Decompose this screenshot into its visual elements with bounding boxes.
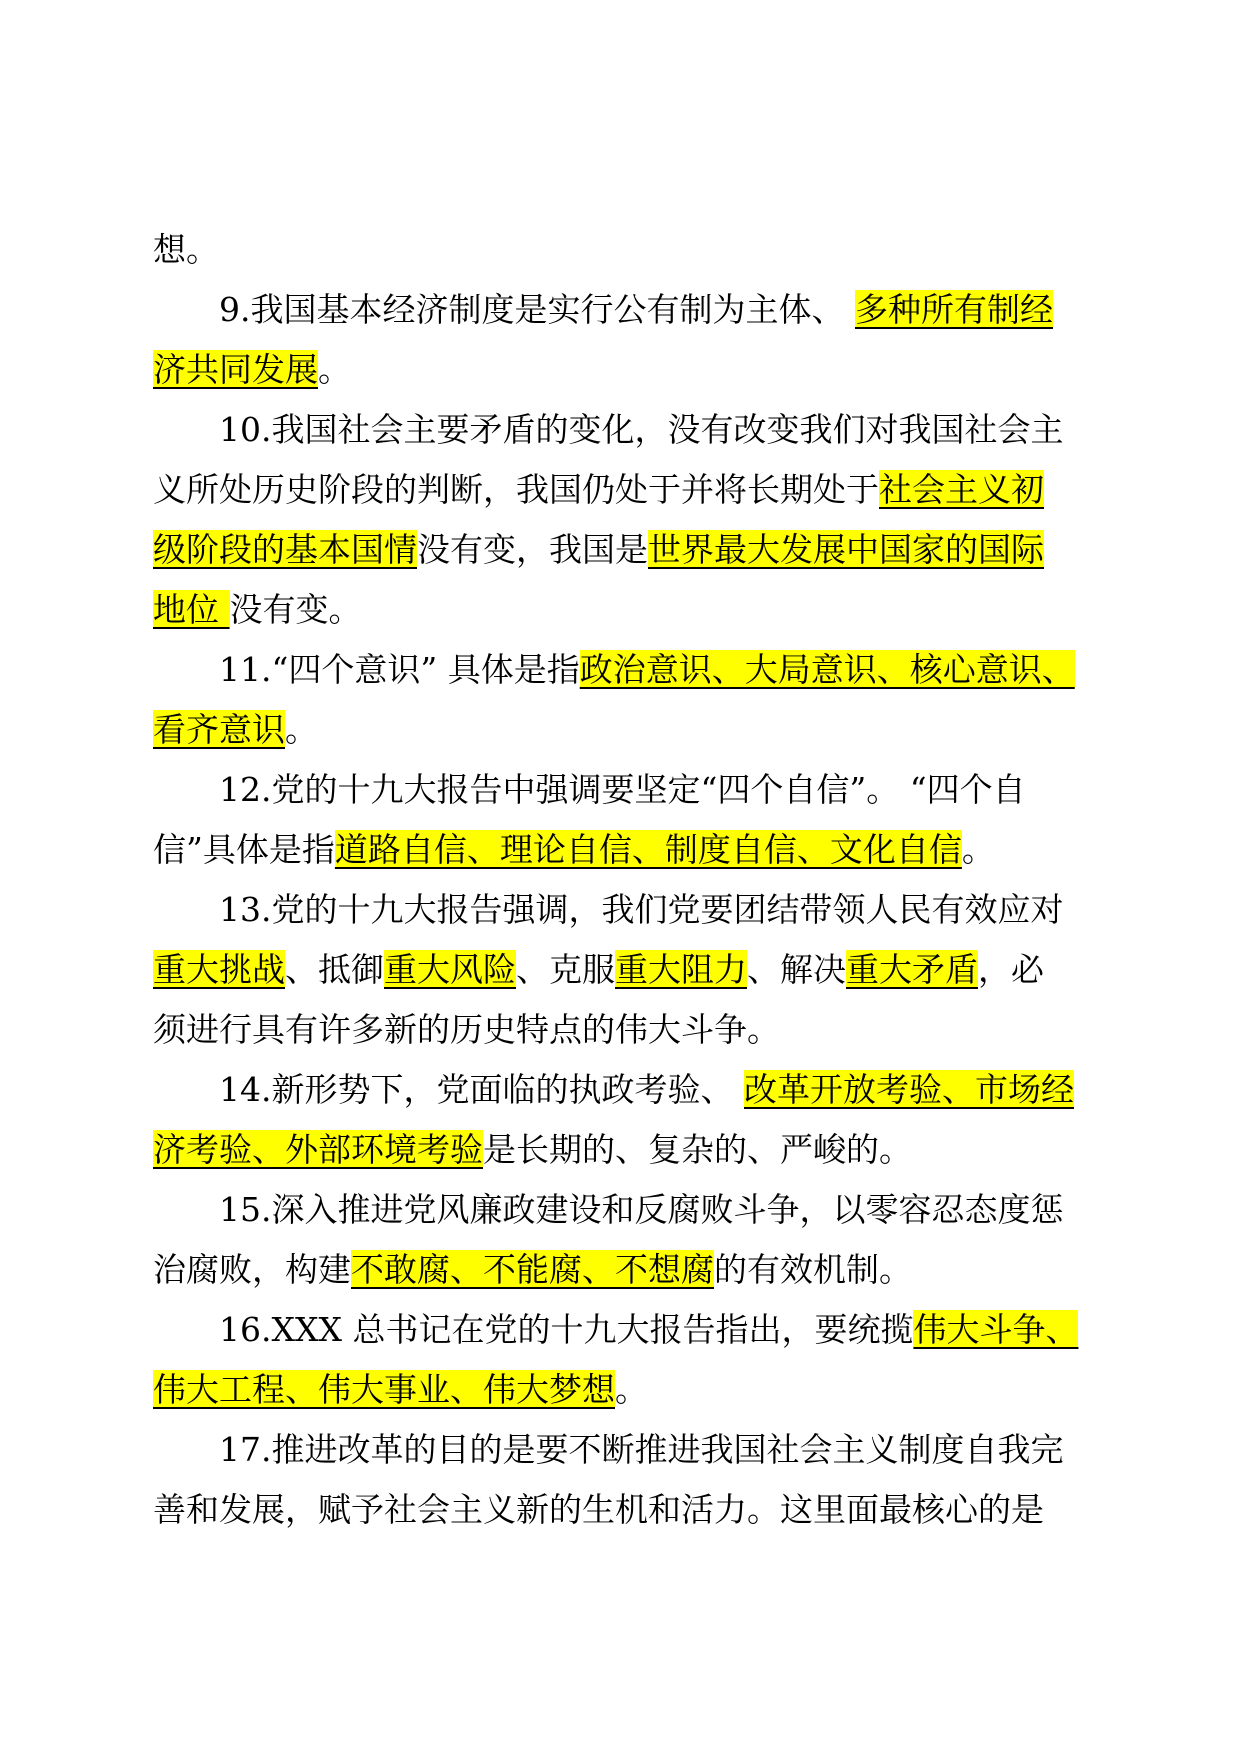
text-line bbox=[153, 1480, 1073, 1540]
highlighted-answer: 道路自信、理论自信、制度自信、文化自信 bbox=[334, 830, 962, 869]
text-line bbox=[153, 1060, 1073, 1120]
text-line bbox=[153, 520, 1073, 580]
text-segment: 想。 bbox=[153, 230, 219, 269]
highlighted-answer: 伟大斗争、 bbox=[913, 1310, 1079, 1349]
highlighted-answer: 地位 bbox=[153, 590, 230, 629]
highlighted-answer: 看齐意识 bbox=[153, 710, 285, 749]
text-segment: 15.深入推进党风廉政建设和反腐败斗争，以零容忍态度惩 bbox=[219, 1190, 1064, 1229]
highlighted-answer: 改革开放考验、市场经 bbox=[743, 1070, 1074, 1109]
text-segment: 。 bbox=[615, 1370, 648, 1409]
highlighted-answer: 伟大工程、伟大事业、伟大梦想 bbox=[153, 1370, 615, 1409]
text-segment: 治腐败，构建 bbox=[153, 1250, 351, 1289]
text-line bbox=[153, 700, 1073, 760]
text-segment: 的有效机制。 bbox=[714, 1250, 912, 1289]
text-line bbox=[153, 1360, 1073, 1420]
text-segment: 、克服 bbox=[516, 950, 615, 989]
text-segment: 。 bbox=[318, 350, 351, 389]
text-line bbox=[153, 1240, 1073, 1300]
highlighted-answer: 重大挑战 bbox=[153, 950, 285, 989]
text-segment: 9.我国基本经济制度是实行公有制为主体、 bbox=[219, 290, 855, 329]
text-segment: 。 bbox=[285, 710, 318, 749]
text-segment: 须进行具有许多新的历史特点的伟大斗争。 bbox=[153, 1010, 780, 1049]
highlighted-answer: 重大风险 bbox=[384, 950, 516, 989]
document-body bbox=[153, 220, 1079, 1540]
highlighted-answer: 世界最大发展中国家的国际 bbox=[648, 530, 1044, 569]
highlighted-answer: 多种所有制经 bbox=[854, 290, 1053, 329]
text-line bbox=[153, 280, 1073, 340]
text-line bbox=[153, 340, 1073, 400]
highlighted-answer: 不敢腐、不能腐、不想腐 bbox=[351, 1250, 714, 1289]
text-segment: 16.XXX 总书记在党的十九大报告指出，要统揽 bbox=[219, 1310, 914, 1349]
text-line bbox=[153, 880, 1073, 940]
text-line bbox=[153, 940, 1073, 1000]
highlighted-answer: 级阶段的基本国情 bbox=[153, 530, 417, 569]
text-line bbox=[153, 1420, 1073, 1480]
text-line bbox=[153, 1120, 1073, 1180]
text-line bbox=[153, 580, 1073, 640]
text-segment: 没有变。 bbox=[229, 590, 362, 629]
text-line bbox=[153, 460, 1073, 520]
text-segment: 10.我国社会主要矛盾的变化，没有改变我们对我国社会主 bbox=[219, 410, 1064, 449]
highlighted-answer: 济共同发展 bbox=[153, 350, 318, 389]
text-line bbox=[153, 640, 1073, 700]
text-segment: 、解决 bbox=[747, 950, 846, 989]
text-segment: 17.推进改革的目的是要不断推进我国社会主义制度自我完 bbox=[219, 1430, 1064, 1469]
text-segment: ，必 bbox=[978, 950, 1044, 989]
text-segment: 14.新形势下，党面临的执政考验、 bbox=[219, 1070, 744, 1109]
text-segment: 信”具体是指 bbox=[153, 830, 335, 869]
text-segment: 没有变，我国是 bbox=[417, 530, 648, 569]
highlighted-answer: 社会主义初 bbox=[879, 470, 1044, 509]
text-line bbox=[153, 1180, 1073, 1240]
text-segment: 义所处历史阶段的判断，我国仍处于并将长期处于 bbox=[153, 470, 879, 509]
text-line bbox=[153, 1000, 1073, 1060]
text-segment: 11.“四个意识” 具体是指 bbox=[219, 650, 580, 689]
highlighted-answer: 重大矛盾 bbox=[846, 950, 978, 989]
text-line bbox=[153, 400, 1073, 460]
text-line bbox=[153, 220, 1073, 280]
highlighted-answer: 政治意识、大局意识、核心意识、 bbox=[579, 650, 1075, 689]
text-line bbox=[153, 1300, 1079, 1360]
highlighted-answer: 重大阻力 bbox=[615, 950, 747, 989]
text-line bbox=[153, 820, 1073, 880]
text-segment: 。 bbox=[961, 830, 995, 869]
text-segment: 善和发展，赋予社会主义新的生机和活力。这里面最核心的是 bbox=[153, 1490, 1044, 1529]
text-segment: 、抵御 bbox=[285, 950, 384, 989]
text-segment: 12.党的十九大报告中强调要坚定“四个自信”。 “四个自 bbox=[219, 770, 1026, 809]
text-segment: 13.党的十九大报告强调，我们党要团结带领人民有效应对 bbox=[219, 890, 1064, 929]
text-line bbox=[153, 760, 1073, 820]
highlighted-answer: 济考验、外部环境考验 bbox=[153, 1130, 483, 1169]
text-segment: 是长期的、复杂的、严峻的。 bbox=[483, 1130, 912, 1169]
